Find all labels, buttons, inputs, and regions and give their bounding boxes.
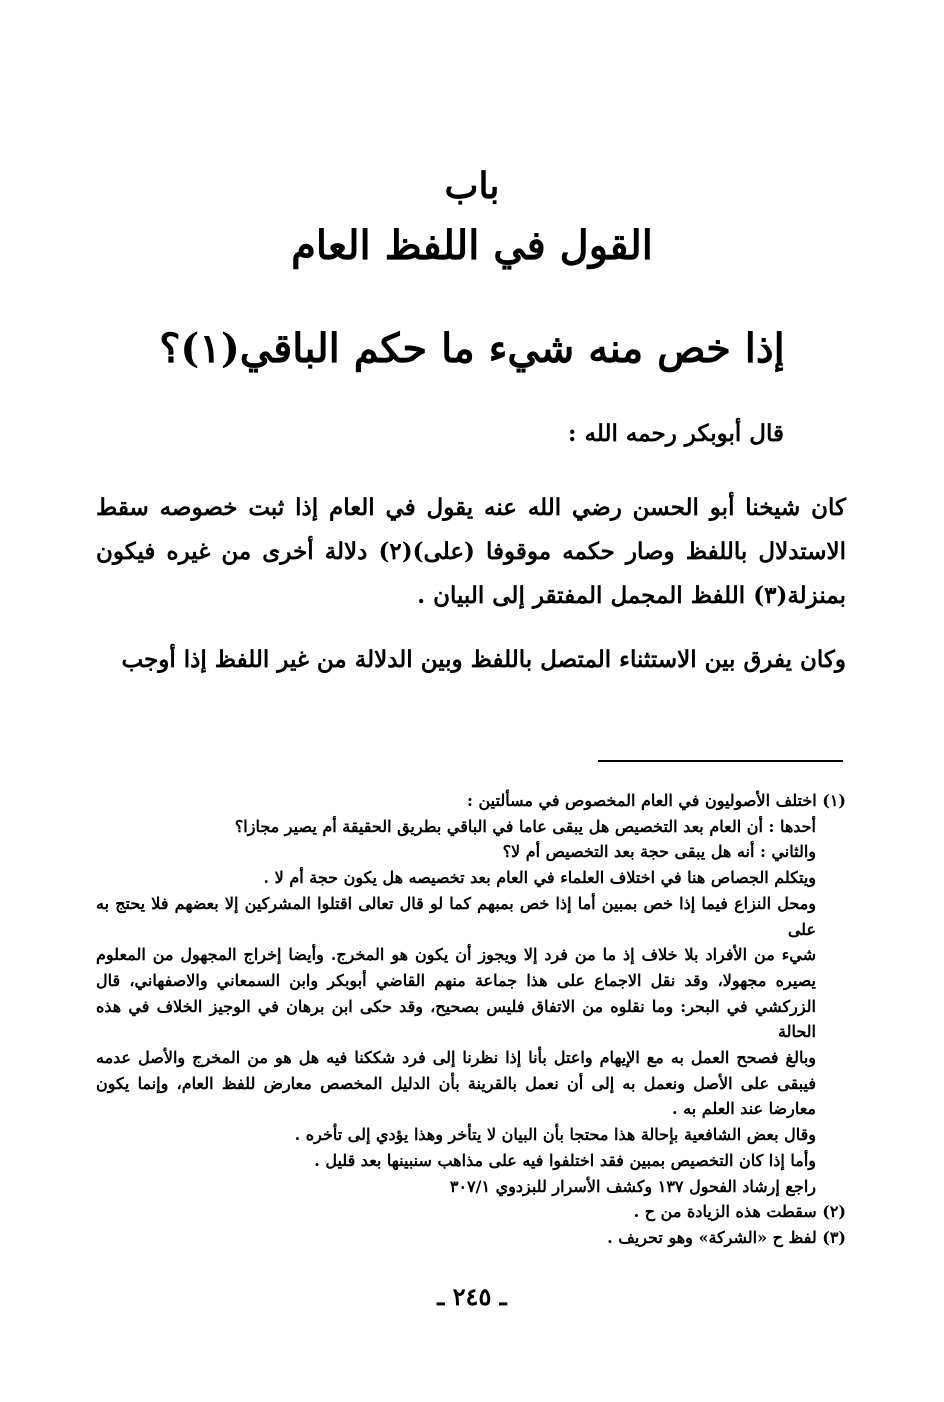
footnote-line: وقال بعض الشافعية بإحالة هذا محتجا بأن البيان لا يتأخر وهذا يؤدي إلى تأخره .: [294, 1125, 816, 1145]
footnote-line: ويتكلم الجصاص هنا في اختلاف العلماء في العام بعد تخصيصه هل يكون حجة أم لا .: [263, 868, 816, 888]
chapter-label: باب: [444, 165, 500, 207]
footnote-line: شيء من الأفراد بلا خلاف إذ ما من فرد إلا ويجوز أن يكون هو المخرج. وأيضا إخراج المجهول من المعلوم: [96, 945, 816, 965]
footnote-line: معارضا عند العلم به .: [672, 1099, 816, 1119]
footnote-2: (٢) سقطت هذه الزيادة من ح .: [633, 1202, 846, 1222]
chapter-title: القول في اللفظ العام: [291, 222, 653, 269]
footnote-line: يصيره مجهولا، وقد نقل الاجماع على هذا جماعة منهم القاضي أبوبكر وابن السمعاني والاصفهاني، قال: [96, 970, 816, 990]
footnote-line: ومحل النزاع فيما إذا خص بمبين أما إذا خص بمبهم كما لو قال تعالى اقتلوا المشركين إلا بعضهم فلا يحتج به على: [96, 893, 816, 939]
footnote-line: أحدها : أن العام بعد التخصيص هل يبقى عاما في الباقي بطريق الحقيقة أم يصير مجازا؟: [234, 816, 816, 836]
footnote-line: وأما إذا كان التخصيص بمبين فقد اختلفوا فيه على مذاهب سنبينها بعد قليل .: [314, 1150, 816, 1170]
footnote-3: (٣) لفظ ح «الشركة» وهو تحريف .: [607, 1227, 846, 1247]
footnotes-block: [96, 788, 846, 1251]
footnote-line: الزركشي في البحر: وما نقلوه من الاتفاق فليس بصحيح، وقد حكى ابن برهان في الوجيز الخلاف في هذه الحالة: [96, 996, 816, 1042]
footnote-line: والثاني : أنه هل يبقى حجة بعد التخصيص أم لا؟: [502, 842, 816, 862]
body-paragraph-2: وكان يفرق بين الاستثناء المتصل باللفظ وبين الدلالة من غير اللفظ إذا أوجب: [121, 646, 846, 673]
body-paragraph-1: كان شيخنا أبو الحسن رضي الله عنه يقول في العام إذا ثبت خصوصه سقط الاستدلال باللفظ وصار حكمه موقوفا (على)(٢) دلالة أخرى من غيره فيكون بمنزلة(٣) اللفظ المجمل المفتقر إلى البيان .: [96, 494, 846, 609]
chapter-subtitle: إذا خص منه شيء ما حكم الباقي(١)؟: [159, 325, 785, 372]
footnote-separator: [598, 760, 843, 762]
intro-line: قال أبوبكر رحمه الله :: [568, 420, 784, 447]
footnote-line: فيبقى على الأصل ونعمل به إلى أن نعمل بالقرينة بأن الدليل المخصص معارض للفظ العام، وإنما يكون: [96, 1073, 816, 1093]
footnote-line: راجع إرشاد الفحول ١٣٧ وكشف الأسرار للبزدوي ٣٠٧/١: [449, 1176, 816, 1196]
footnote-1-heading: (١) اختلف الأصوليون في العام المخصوص في مسألتين :: [467, 791, 846, 810]
page-number: ـ ٢٤٥ ـ: [437, 1282, 507, 1311]
footnote-line: وبالغ فصحح العمل به مع الإيهام واعتل بأنا إذا نظرنا إلى فرد شككنا فيه هل هو من المخرج والأصل عدمه: [96, 1048, 816, 1068]
